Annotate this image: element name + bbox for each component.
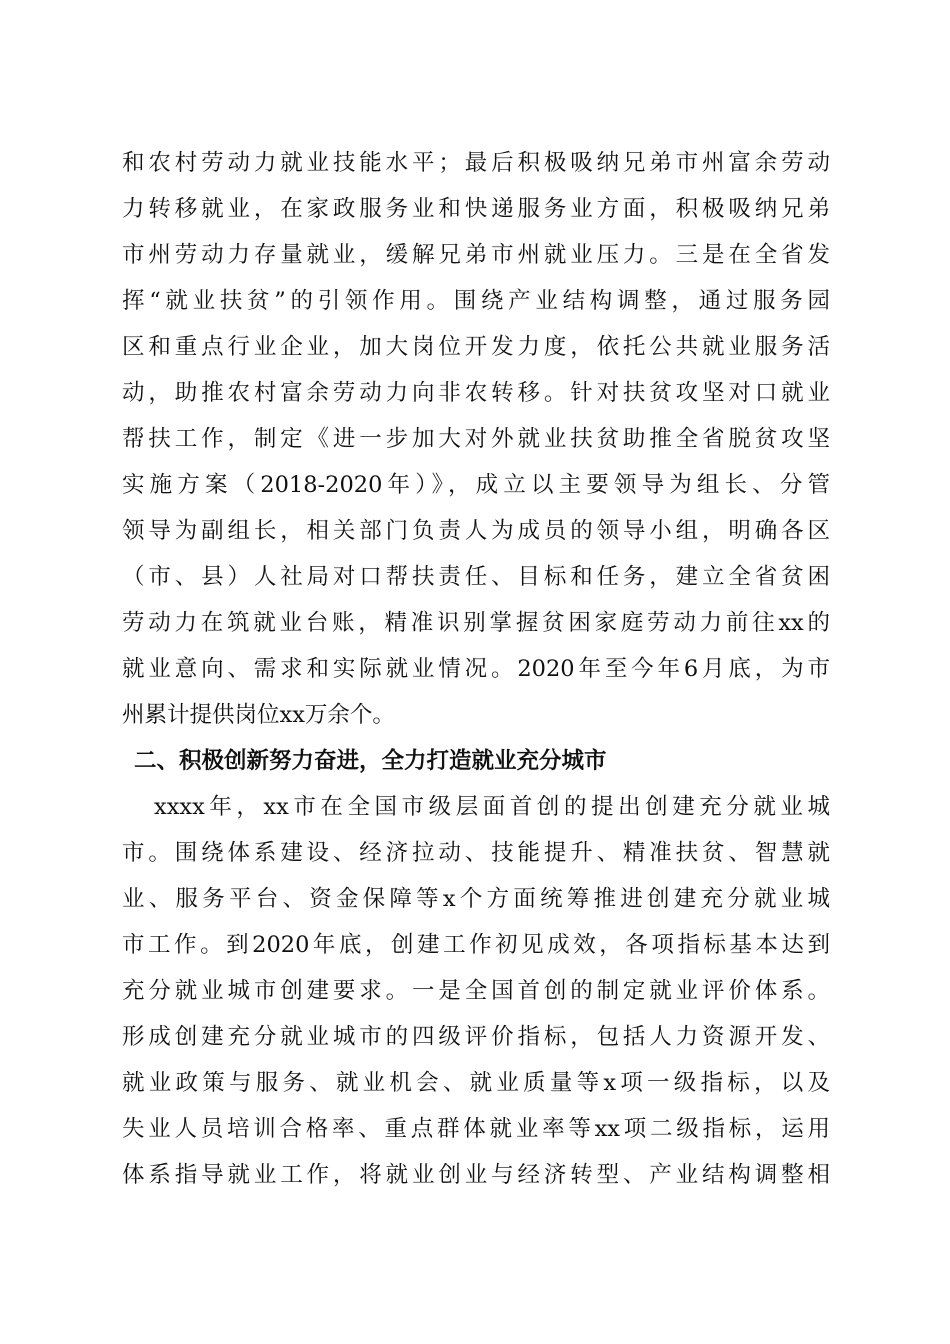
text-line: 市工作。到2020年底，创建工作初见成效，各项指标基本达到 bbox=[122, 932, 830, 958]
text-line: 业、服务平台、资金保障等x个方面统筹推进创建充分就业城 bbox=[122, 886, 830, 912]
document-body bbox=[122, 140, 830, 1198]
text-line: 力转移就业，在家政服务业和快递服务业方面，积极吸纳兄弟 bbox=[122, 196, 830, 222]
paragraph-full-employment-city bbox=[122, 784, 830, 1198]
text-line: 动，助推农村富余劳动力向非农转移。针对扶贫攻坚对口就业 bbox=[122, 380, 830, 406]
text-line: xxxx年，xx市在全国市级层面首创的提出创建充分就业城 bbox=[154, 794, 830, 820]
text-line: 就业政策与服务、就业机会、就业质量等x项一级指标，以及 bbox=[122, 1070, 830, 1096]
text-line: 就业意向、需求和实际就业情况。2020年至今年6月底，为市 bbox=[122, 656, 830, 682]
text-line: 市。围绕体系建设、经济拉动、技能提升、精准扶贫、智慧就 bbox=[122, 840, 830, 866]
text-line: 领导为副组长，相关部门负责人为成员的领导小组，明确各区 bbox=[122, 518, 830, 544]
text-line: 挥“就业扶贫”的引领作用。围绕产业结构调整，通过服务园 bbox=[122, 288, 830, 314]
paragraph-employment-poverty bbox=[122, 140, 830, 738]
section-heading: 二、积极创新努力奋进，全力打造就业充分城市 bbox=[134, 748, 607, 774]
text-line: 和农村劳动力就业技能水平；最后积极吸纳兄弟市州富余劳动 bbox=[122, 150, 830, 176]
text-line: 市州劳动力存量就业，缓解兄弟市州就业压力。三是在全省发 bbox=[122, 242, 830, 268]
text-line: 区和重点行业企业，加大岗位开发力度，依托公共就业服务活 bbox=[122, 334, 830, 360]
text-line: 失业人员培训合格率、重点群体就业率等xx项二级指标，运用 bbox=[122, 1116, 830, 1142]
text-line: 劳动力在筑就业台账，精准识别掌握贫困家庭劳动力前往xx的 bbox=[122, 610, 830, 636]
text-line: 充分就业城市创建要求。一是全国首创的制定就业评价体系。 bbox=[122, 978, 830, 1004]
text-line: （市、县）人社局对口帮扶责任、目标和任务，建立全省贫困 bbox=[122, 564, 830, 590]
text-line: 形成创建充分就业城市的四级评价指标，包括人力资源开发、 bbox=[122, 1024, 830, 1050]
text-line: 体系指导就业工作，将就业创业与经济转型、产业结构调整相 bbox=[122, 1162, 830, 1188]
text-line: 实施方案（2018-2020年）》，成立以主要领导为组长、分管 bbox=[122, 472, 830, 498]
text-line: 帮扶工作，制定《进一步加大对外就业扶贫助推全省脱贫攻坚 bbox=[122, 426, 830, 452]
text-line: 州累计提供岗位xx万余个。 bbox=[122, 702, 395, 728]
